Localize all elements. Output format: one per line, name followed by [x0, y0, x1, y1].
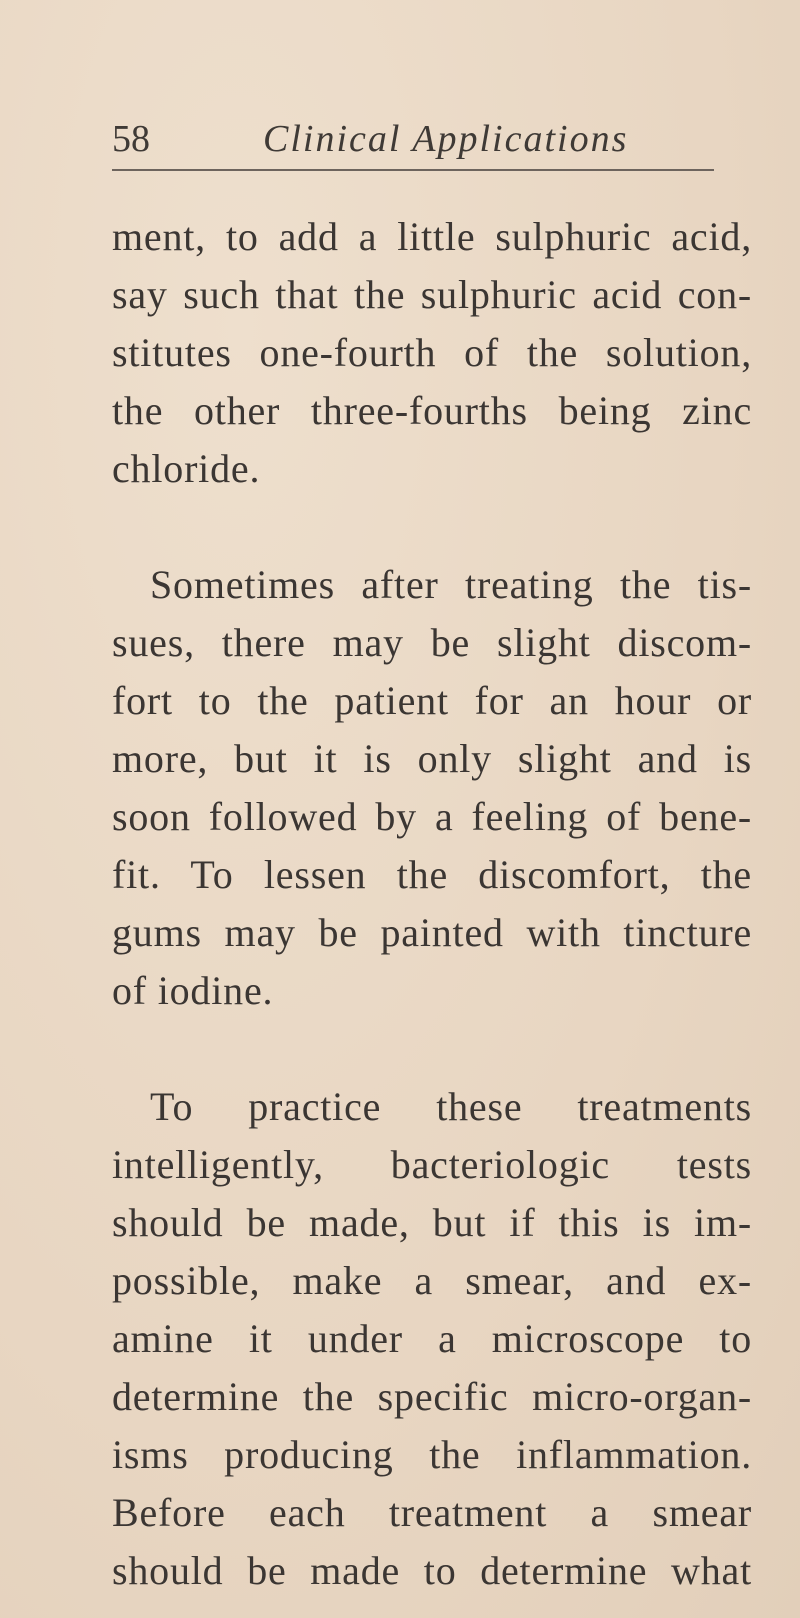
text-line: more, but it is only slight and is — [112, 736, 752, 781]
body-text — [112, 208, 752, 1600]
text-line: the other three-fourths being zinc — [112, 388, 752, 433]
text-line: say such that the sulphuric acid con- — [112, 272, 752, 317]
text-line: ment, to add a little sulphuric acid, — [112, 214, 752, 259]
text-line: Before each treatment a smear — [112, 1490, 752, 1535]
text-line: fit. To lessen the discomfort, the — [112, 852, 752, 897]
text-line: amine it under a microscope to — [112, 1316, 752, 1361]
text-line: intelligently, bacteriologic tests — [112, 1142, 752, 1187]
text-line: should be made, but if this is im- — [112, 1200, 752, 1245]
paragraph-3 — [112, 1078, 752, 1600]
text-line: Sometimes after treating the tis- — [150, 562, 752, 607]
text-line: of iodine. — [112, 968, 274, 1013]
text-line: chloride. — [112, 446, 261, 491]
text-line: isms producing the inflammation. — [112, 1432, 752, 1477]
text-line: possible, make a smear, and ex- — [112, 1258, 752, 1303]
text-line: sues, there may be slight discom- — [112, 620, 752, 665]
text-line: should be made to determine what — [112, 1548, 752, 1593]
text-line: determine the specific micro-organ- — [112, 1374, 752, 1419]
text-line: fort to the patient for an hour or — [112, 678, 752, 723]
header-rule — [112, 169, 714, 171]
text-line: stitutes one-fourth of the solution, — [112, 330, 752, 375]
paragraph-gap — [112, 1020, 752, 1078]
text-line: gums may be painted with tincture — [112, 910, 752, 955]
text-line: To practice these treatments — [150, 1084, 752, 1129]
paragraph-1 — [112, 208, 752, 498]
text-line: soon followed by a feeling of bene- — [112, 794, 752, 839]
running-title: Clinical Applications — [263, 118, 629, 160]
page-number: 58 — [112, 118, 150, 160]
paragraph-2 — [112, 556, 752, 1020]
page-header — [112, 113, 722, 173]
paragraph-gap — [112, 498, 752, 556]
